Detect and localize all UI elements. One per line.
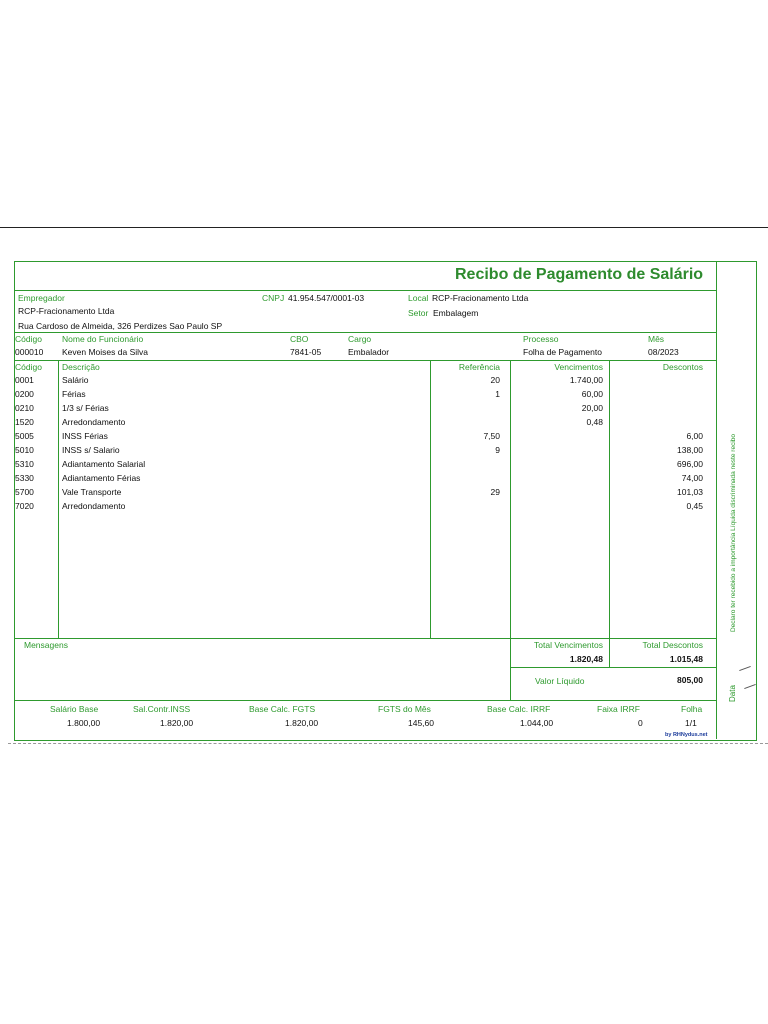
table-bottom-line	[14, 638, 717, 639]
data-label: Data	[728, 685, 737, 702]
cell-vencimentos: 1.740,00	[569, 375, 603, 385]
th-codigo: Código	[15, 362, 42, 372]
cbo-value: 7841-05	[290, 347, 322, 357]
col-divider-vencimentos	[609, 361, 610, 667]
cell-descricao: INSS Férias	[62, 431, 108, 441]
cell-descontos: 6,00	[686, 431, 703, 441]
mensagens-label: Mensagens	[24, 640, 68, 650]
cell-descricao: Salário	[62, 375, 89, 385]
cbo-label: CBO	[290, 334, 309, 344]
setor-value: Embalagem	[433, 308, 479, 318]
cell-codigo: 0001	[15, 375, 34, 385]
local-value: RCP-Fracionamento Ltda	[432, 293, 529, 303]
setor-label: Setor	[408, 308, 429, 318]
cell-descricao: Arredondamento	[62, 417, 126, 427]
processo-label: Processo	[523, 334, 559, 344]
cell-codigo: 5005	[15, 431, 34, 441]
cell-descricao: Adiantamento Salarial	[62, 459, 146, 469]
base-irrf-label: Base Calc. IRRF	[487, 704, 551, 714]
cell-vencimentos: 60,00	[581, 389, 603, 399]
fgts-mes-label: FGTS do Mês	[378, 704, 431, 714]
cell-referencia: 29	[490, 487, 500, 497]
cell-codigo: 5330	[15, 473, 34, 483]
cell-codigo: 5700	[15, 487, 34, 497]
th-vencimentos: Vencimentos	[554, 362, 603, 372]
salario-base-value: 1.800,00	[67, 718, 101, 728]
employer-address: Rua Cardoso de Almeida, 326 Perdizes Sao Paulo SP	[18, 321, 223, 331]
codigo-label: Código	[15, 334, 42, 344]
mes-value: 08/2023	[648, 347, 679, 357]
title-divider	[14, 290, 717, 291]
cell-codigo: 0200	[15, 389, 34, 399]
cell-descricao: Arredondamento	[62, 501, 126, 511]
footer-top-line	[14, 700, 717, 701]
cell-referencia: 1	[495, 389, 500, 399]
cell-descontos: 138,00	[677, 445, 703, 455]
cnpj-value: 41.954.547/0001-03	[288, 293, 365, 303]
local-label: Local	[408, 293, 429, 303]
credit-text: by RHNydus.net	[665, 732, 708, 738]
employer-label: Empregador	[18, 293, 65, 303]
total-descontos-value: 1.015,48	[669, 654, 703, 664]
col-divider-codigo	[58, 361, 59, 638]
cell-descricao: INSS s/ Salario	[62, 445, 120, 455]
valor-liquido-label: Valor Líquido	[535, 676, 585, 686]
employer-name: RCP-Fracionamento Ltda	[18, 306, 115, 316]
top-divider	[0, 227, 768, 228]
cell-descricao: Vale Transporte	[62, 487, 122, 497]
cell-descontos: 0,45	[686, 501, 703, 511]
valor-liquido-value: 805,00	[677, 675, 703, 685]
folha-label: Folha	[681, 704, 703, 714]
sal-contr-inss-value: 1.820,00	[160, 718, 194, 728]
cell-descricao: 1/3 s/ Férias	[62, 403, 109, 413]
cell-referencia: 20	[490, 375, 500, 385]
faixa-irrf-value: 0	[638, 718, 643, 728]
employee-divider	[14, 360, 717, 361]
faixa-irrf-label: Faixa IRRF	[597, 704, 640, 714]
totals-divider	[510, 667, 717, 668]
nome-label: Nome do Funcionário	[62, 334, 144, 344]
fgts-mes-value: 145,60	[408, 718, 434, 728]
salario-base-label: Salário Base	[50, 704, 99, 714]
cell-descontos: 101,03	[677, 487, 703, 497]
cell-referencia: 7,50	[483, 431, 500, 441]
th-referencia: Referência	[458, 362, 500, 372]
th-descontos: Descontos	[662, 362, 703, 372]
declaration-text: Declaro ter recebido a importância Líquida discriminada neste recibo	[730, 434, 737, 632]
cell-descontos: 74,00	[681, 473, 703, 483]
total-vencimentos-value: 1.820,48	[569, 654, 603, 664]
cell-descontos: 696,00	[677, 459, 703, 469]
cell-codigo: 1520	[15, 417, 34, 427]
cell-referencia: 9	[495, 445, 500, 455]
codigo-value: 000010	[15, 347, 44, 357]
cell-descricao: Adiantamento Férias	[62, 473, 141, 483]
sal-contr-inss-label: Sal.Contr.INSS	[133, 704, 191, 714]
th-descricao: Descrição	[62, 362, 100, 372]
base-fgts-label: Base Calc. FGTS	[249, 704, 316, 714]
cut-line	[8, 743, 768, 744]
mes-label: Mês	[648, 334, 665, 344]
folha-value: 1/1	[685, 718, 697, 728]
nome-value: Keven Moises da Silva	[62, 347, 148, 357]
processo-value: Folha de Pagamento	[523, 347, 602, 357]
cell-codigo: 5310	[15, 459, 34, 469]
cnpj-label: CNPJ	[262, 293, 285, 303]
col-divider-descricao	[430, 361, 431, 638]
total-descontos-label: Total Descontos	[642, 640, 703, 650]
cell-vencimentos: 0,48	[586, 417, 603, 427]
cargo-label: Cargo	[348, 334, 372, 344]
cell-codigo: 7020	[15, 501, 34, 511]
receipt-title: Recibo de Pagamento de Salário	[455, 266, 704, 283]
employer-divider	[14, 332, 717, 333]
cell-codigo: 0210	[15, 403, 34, 413]
cell-vencimentos: 20,00	[581, 403, 603, 413]
cargo-value: Embalador	[348, 347, 390, 357]
cell-codigo: 5010	[15, 445, 34, 455]
base-irrf-value: 1.044,00	[520, 718, 554, 728]
base-fgts-value: 1.820,00	[285, 718, 319, 728]
total-vencimentos-label: Total Vencimentos	[534, 640, 603, 650]
cell-descricao: Férias	[62, 389, 86, 399]
